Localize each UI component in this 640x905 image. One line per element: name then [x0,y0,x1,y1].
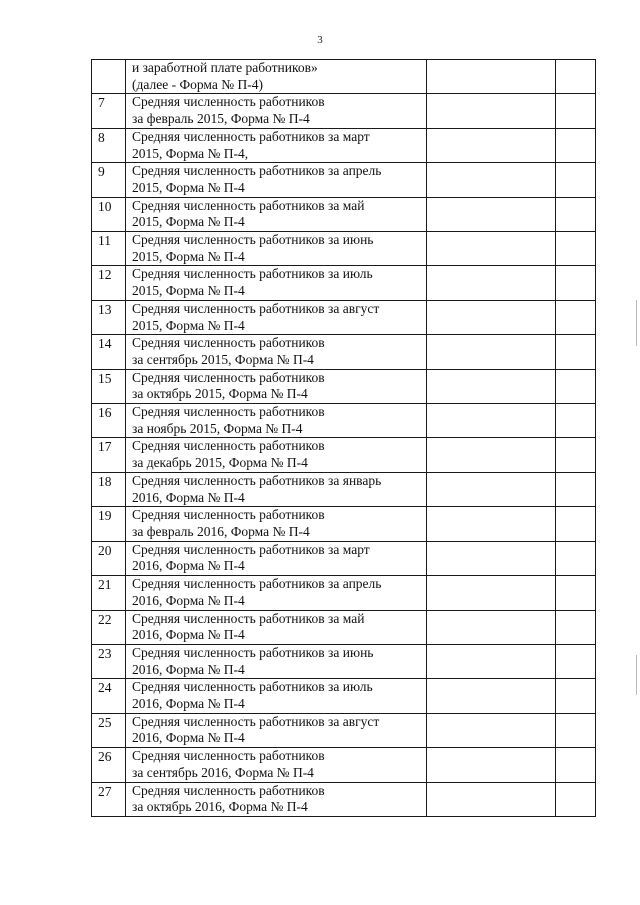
table-row [92,232,596,266]
empty-cell [556,748,596,782]
empty-cell [427,60,556,94]
empty-cell [427,335,556,369]
row-number-cell: 14 [92,335,126,369]
empty-cell [427,472,556,506]
empty-cell [556,644,596,678]
indicator-name-line-2: 2015, Форма № П-4, [132,145,249,161]
indicator-name-line-2: за сентябрь 2016, Форма № П-4 [132,764,314,780]
indicator-name-line-1: Средняя численность работников [132,94,325,110]
empty-cell [556,335,596,369]
indicator-name-line-2: за октябрь 2016, Форма № П-4 [132,799,308,815]
indicator-name-line-1: Средняя численность работников за август [132,713,380,729]
indicator-name-cell [126,576,427,610]
empty-cell [427,300,556,334]
indicator-name-cell [126,335,427,369]
indicator-name-cell [126,266,427,300]
empty-cell [427,679,556,713]
indicator-name-line-2: за декабрь 2015, Форма № П-4 [132,455,308,471]
row-number-cell [92,60,126,94]
indicator-name-line-2: 2016, Форма № П-4 [132,661,245,677]
row-number-cell: 21 [92,576,126,610]
empty-cell [556,94,596,128]
indicator-name-line-2: за сентябрь 2015, Форма № П-4 [132,351,314,367]
row-number-cell: 15 [92,369,126,403]
empty-cell [556,369,596,403]
indicator-name-cell [126,232,427,266]
empty-cell [427,541,556,575]
row-number-cell: 9 [92,163,126,197]
row-number-cell: 26 [92,748,126,782]
row-number-cell: 25 [92,713,126,747]
row-number-cell: 7 [92,94,126,128]
indicator-name-cell [126,438,427,472]
table-row [92,369,596,403]
indicator-name-line-2: за февраль 2015, Форма № П-4 [132,111,310,127]
indicator-name-line-2: за февраль 2016, Форма № П-4 [132,523,310,539]
indicator-name-line-2: 2015, Форма № П-4 [132,317,245,333]
empty-cell [427,369,556,403]
table-row [92,576,596,610]
indicator-name-line-1: Средняя численность работников за апрель [132,576,382,592]
empty-cell [427,94,556,128]
indicator-name-line-2: 2015, Форма № П-4 [132,214,245,230]
indicator-name-line-1: Средняя численность работников [132,335,325,351]
table-row [92,94,596,128]
row-number-cell: 10 [92,197,126,231]
empty-cell [427,404,556,438]
indicator-name-cell [126,748,427,782]
empty-cell [427,782,556,816]
row-number-cell: 22 [92,610,126,644]
indicator-name-line-1: Средняя численность работников за январь [132,472,382,488]
empty-cell [427,713,556,747]
empty-cell [556,404,596,438]
indicator-name-line-2: 2016, Форма № П-4 [132,558,245,574]
empty-cell [427,576,556,610]
empty-cell [556,438,596,472]
indicator-name-line-1: Средняя численность работников за июнь [132,644,374,660]
empty-cell [427,610,556,644]
indicator-name-line-1: Средняя численность работников [132,748,325,764]
table-row [92,713,596,747]
row-number-cell: 17 [92,438,126,472]
indicator-name-cell [126,300,427,334]
row-number-cell: 11 [92,232,126,266]
indicator-name-cell [126,369,427,403]
indicator-name-cell [126,679,427,713]
empty-cell [427,748,556,782]
table-row [92,782,596,816]
empty-cell [556,541,596,575]
indicator-name-line-1: Средняя численность работников [132,507,325,523]
indicator-name-line-1: Средняя численность работников [132,782,325,798]
table-row [92,197,596,231]
table-row [92,507,596,541]
row-number-cell: 16 [92,404,126,438]
empty-cell [427,197,556,231]
indicator-name-cell [126,507,427,541]
empty-cell [556,782,596,816]
indicator-name-line-1: Средняя численность работников [132,369,325,385]
indicator-name-cell [126,128,427,162]
empty-cell [556,507,596,541]
indicator-name-cell [126,94,427,128]
table-row [92,748,596,782]
empty-cell [556,266,596,300]
indicator-name-line-1: Средняя численность работников за август [132,300,380,316]
table-body [92,60,596,817]
indicator-name-cell [126,782,427,816]
empty-cell [556,163,596,197]
scan-edge-mark [636,300,637,346]
empty-cell [556,472,596,506]
indicator-name-line-1: Средняя численность работников за май [132,610,365,626]
indicator-name-line-2: 2016, Форма № П-4 [132,696,245,712]
indicator-name-line-2: за октябрь 2015, Форма № П-4 [132,386,308,402]
scan-edge-mark [636,655,637,695]
indicator-name-line-1: Средняя численность работников за июнь [132,232,374,248]
page-number: 3 [317,34,323,46]
indicator-name-line-2: 2016, Форма № П-4 [132,627,245,643]
table-row [92,404,596,438]
table-row [92,60,596,94]
table-row [92,610,596,644]
empty-cell [427,644,556,678]
table-row [92,472,596,506]
indicator-name-line-1: Средняя численность работников за июль [132,266,373,282]
row-number-cell: 12 [92,266,126,300]
indicator-name-cell [126,60,427,94]
indicator-name-line-1: Средняя численность работников за апрель [132,163,382,179]
row-number-cell: 19 [92,507,126,541]
empty-cell [556,60,596,94]
indicator-name-line-2: (далее - Форма № П-4) [132,76,263,92]
table-row [92,335,596,369]
row-number-cell: 13 [92,300,126,334]
indicator-name-cell [126,644,427,678]
row-number-cell: 8 [92,128,126,162]
empty-cell [556,128,596,162]
empty-cell [556,232,596,266]
empty-cell [556,197,596,231]
indicator-name-line-1: Средняя численность работников за июль [132,679,373,695]
indicator-name-cell [126,197,427,231]
indicator-name-cell [126,163,427,197]
empty-cell [427,163,556,197]
empty-cell [427,507,556,541]
indicator-name-line-2: за ноябрь 2015, Форма № П-4 [132,420,303,436]
table-row [92,128,596,162]
empty-cell [427,128,556,162]
row-number-cell: 18 [92,472,126,506]
table-row [92,266,596,300]
indicator-name-line-1: Средняя численность работников за март [132,128,370,144]
indicator-name-line-2: 2016, Форма № П-4 [132,489,245,505]
table-row [92,679,596,713]
indicator-name-line-2: 2016, Форма № П-4 [132,730,245,746]
indicator-name-line-2: 2015, Форма № П-4 [132,179,245,195]
row-number-cell: 20 [92,541,126,575]
empty-cell [556,300,596,334]
indicator-name-cell [126,610,427,644]
indicator-name-cell [126,404,427,438]
indicator-name-cell [126,713,427,747]
row-number-cell: 27 [92,782,126,816]
indicator-name-line-1: Средняя численность работников за март [132,541,370,557]
indicator-name-line-2: 2015, Форма № П-4 [132,248,245,264]
empty-cell [556,679,596,713]
indicator-name-line-2: 2015, Форма № П-4 [132,283,245,299]
empty-cell [556,610,596,644]
table-row [92,541,596,575]
row-number-cell: 23 [92,644,126,678]
indicator-name-line-1: и заработной плате работников» [132,60,318,75]
empty-cell [556,576,596,610]
indicator-name-line-2: 2016, Форма № П-4 [132,592,245,608]
empty-cell [427,266,556,300]
indicator-name-line-1: Средняя численность работников [132,438,325,454]
indicator-name-line-1: Средняя численность работников за май [132,197,365,213]
empty-cell [427,438,556,472]
row-number-cell: 24 [92,679,126,713]
table-row [92,163,596,197]
indicator-name-cell [126,541,427,575]
document-table [91,59,596,817]
indicator-name-cell [126,472,427,506]
table-row [92,300,596,334]
empty-cell [427,232,556,266]
table-row [92,644,596,678]
table-row [92,438,596,472]
indicator-name-line-1: Средняя численность работников [132,404,325,420]
empty-cell [556,713,596,747]
